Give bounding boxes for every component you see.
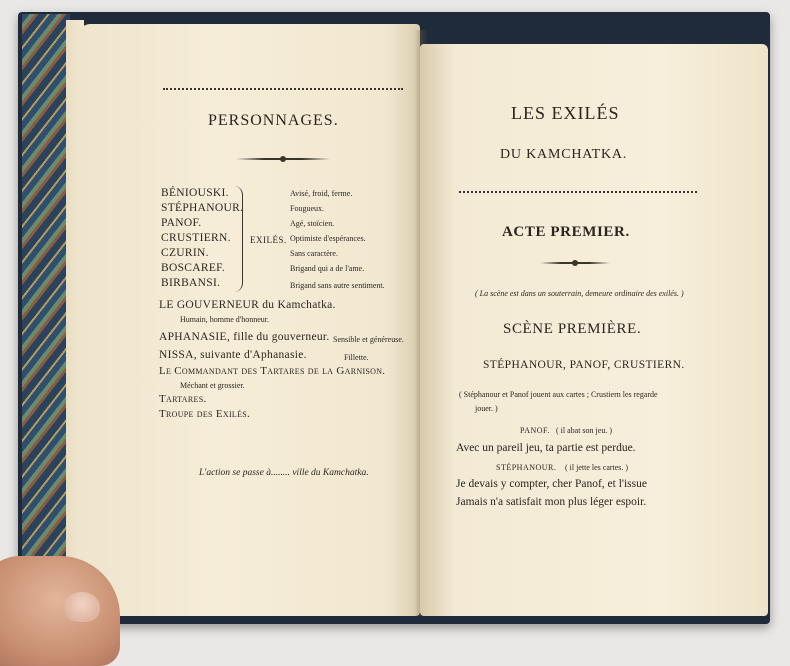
cast-name-czurin: CZURIN.: [161, 247, 209, 259]
aphanasie-desc: Sensible et généreuse.: [333, 335, 404, 344]
cast-desc-czurin: Sans caractère.: [290, 249, 338, 258]
dialogue-line-1: Avec un pareil jeu, ta partie est perdue.: [456, 442, 636, 454]
cast-name-crustiern: CRUSTIERN.: [161, 232, 231, 244]
thumb-nail: [64, 592, 100, 622]
dialogue-line-3: Jamais n'a satisfait mon plus léger espoir.: [456, 496, 647, 508]
cast-desc-boscaref: Brigand qui a de l'ame.: [290, 264, 365, 273]
holding-hand: [0, 556, 120, 666]
aphanasie-entry: APHANASIE, fille du gouverneur.: [159, 331, 330, 343]
nissa-desc: Fillette.: [344, 353, 369, 362]
ornament-divider-left: [236, 158, 330, 160]
cast-name-birbansi: BIRBANSI.: [161, 277, 221, 289]
scene-heading: SCÈNE PREMIÈRE.: [503, 321, 642, 337]
dotted-rule-right: [459, 191, 697, 193]
play-title-line1: LES EXILÉS: [511, 103, 620, 123]
speaker-panof-action: ( il abat son jeu. ): [556, 426, 612, 435]
troupe-entry: Troupe des Exilés.: [159, 408, 251, 420]
ornament-divider-right: [540, 262, 610, 264]
cast-name-boscaref: BOSCAREF.: [161, 262, 226, 274]
cast-desc-stephanour: Fougueux.: [290, 204, 324, 213]
stage-direction: ( La scène est dans un souterrain, demeure ordinaire des exilés. ): [475, 289, 684, 298]
speaker-stephanour-action: ( il jette les cartes. ): [565, 463, 629, 472]
cast-name-beniouski: BÉNIOUSKI.: [161, 187, 229, 199]
cast-desc-panof: Agé, stoïcien.: [290, 219, 335, 228]
cast-name-stephanour: STÉPHANOUR.: [161, 202, 244, 214]
acte-heading: ACTE PREMIER.: [502, 224, 630, 240]
cast-desc-birbansi: Brigand sans autre sentiment.: [290, 281, 385, 290]
speaker-stephanour: STÉPHANOUR.: [496, 463, 557, 472]
gouverneur-desc: Humain, homme d'honneur.: [180, 315, 269, 324]
play-title-line2: DU KAMCHATKA.: [500, 147, 628, 162]
marbled-endpaper: [22, 14, 70, 620]
action-line-1: ( Stéphanour et Panof jouent aux cartes ; Crustiern les regarde: [459, 390, 658, 399]
dotted-rule-top-left: [163, 88, 403, 90]
commandant-desc: Méchant et grossier.: [180, 381, 245, 390]
action-setting-note: L'action se passe à........ ville du Kamchatka.: [199, 468, 369, 478]
dialogue-line-2: Je devais y compter, cher Panof, et l'issue: [456, 478, 647, 490]
commandant-entry: Le Commandant des Tartares de la Garnison.: [159, 365, 386, 377]
cast-desc-crustiern: Optimiste d'espérances.: [290, 234, 366, 243]
gouverneur-entry: LE GOUVERNEUR du Kamchatka.: [159, 299, 336, 311]
cast-name-panof: PANOF.: [161, 217, 202, 229]
scene-characters: STÉPHANOUR, PANOF, CRUSTIERN.: [483, 359, 685, 371]
nissa-entry: NISSA, suivante d'Aphanasie.: [159, 349, 307, 361]
action-line-2: jouer. ): [475, 404, 498, 413]
cast-brace: [234, 186, 243, 292]
tartares-entry: Tartares.: [159, 393, 207, 405]
personnages-title: PERSONNAGES.: [208, 112, 339, 129]
cast-desc-beniouski: Avisé, froid, ferme.: [290, 189, 353, 198]
exiles-group-label: EXILÉS.: [250, 235, 287, 245]
speaker-panof: PANOF.: [520, 426, 550, 435]
